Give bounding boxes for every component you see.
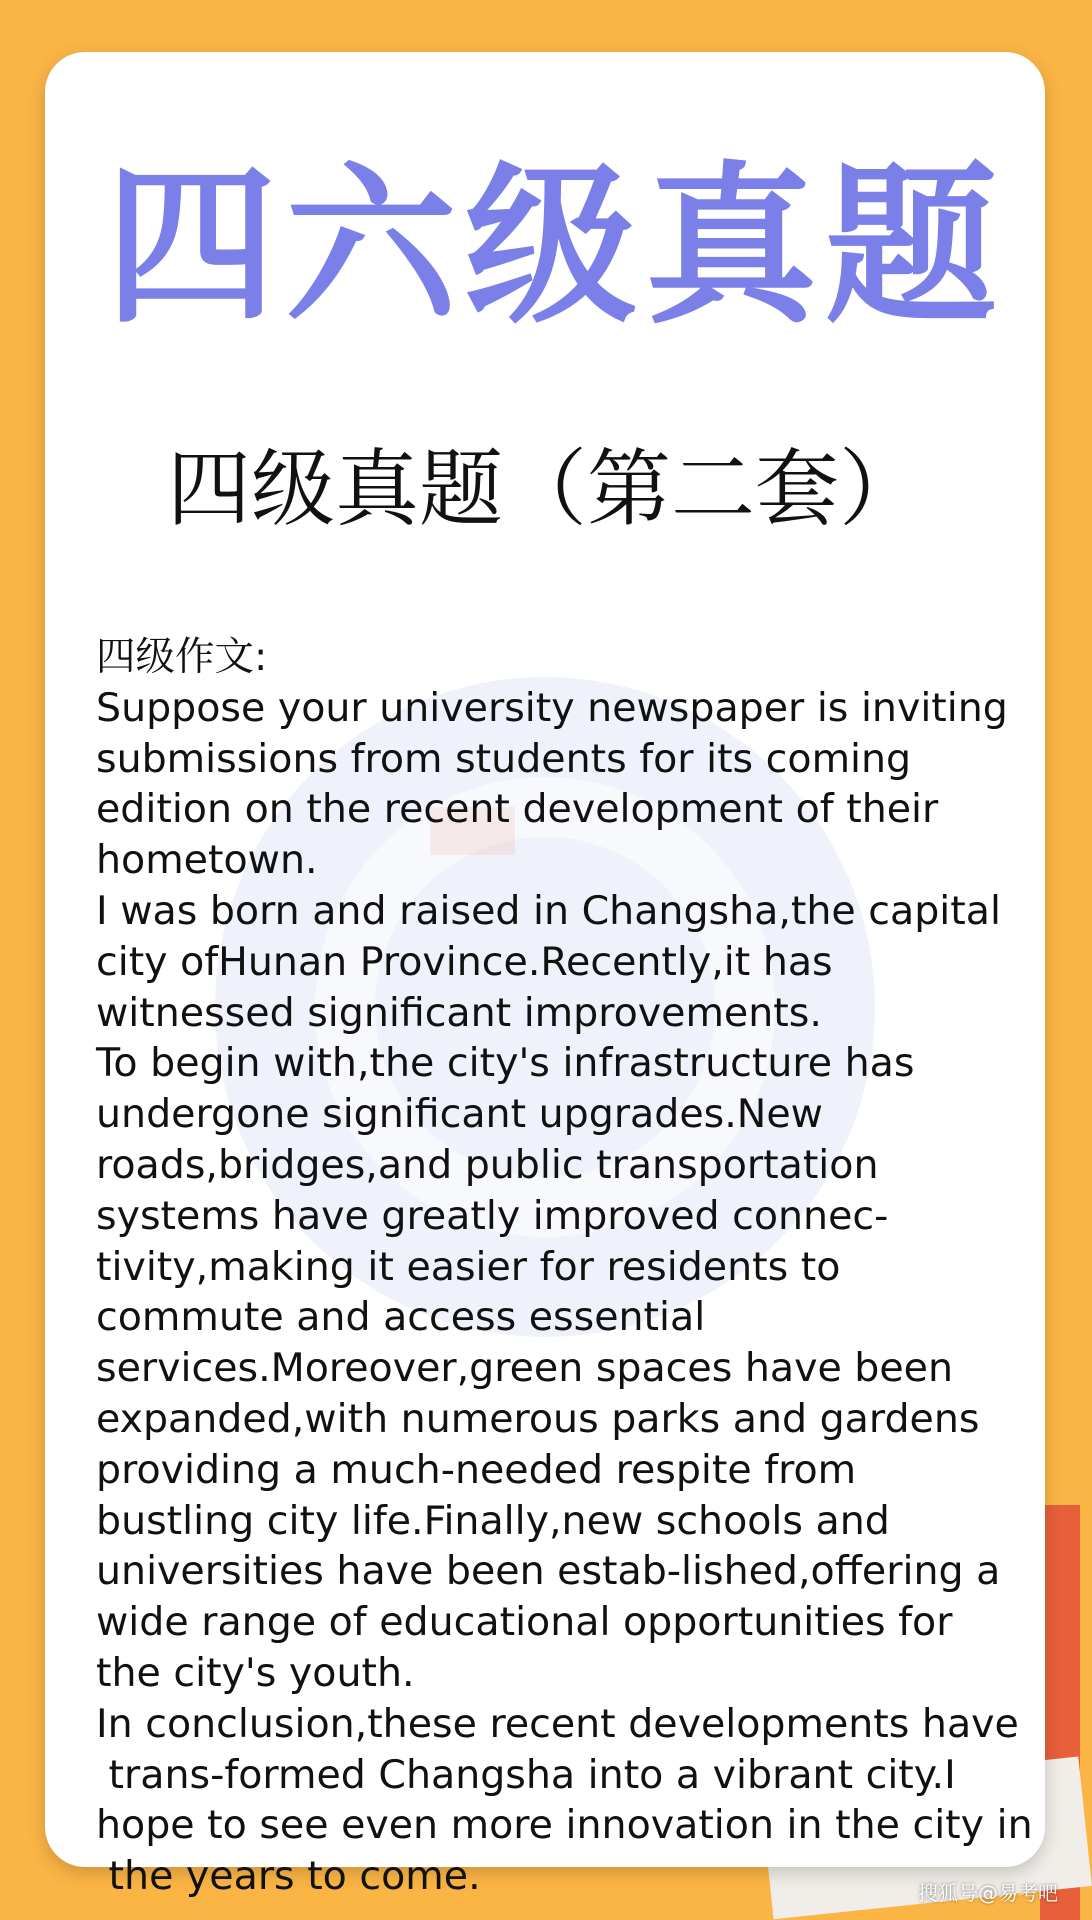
essay-line: edition on the recent development of their xyxy=(96,786,939,833)
essay-line: Suppose your university newspaper is inviting xyxy=(96,684,1008,731)
essay-line: To begin with,the city's infrastructure has xyxy=(96,1040,915,1087)
essay-line: city ofHunan Province.Recently,it has xyxy=(96,938,833,985)
essay-line: hope to see even more innovation in the city in xyxy=(96,1802,1033,1849)
essay-body xyxy=(96,632,1076,1902)
essay-line: submissions from students for its coming xyxy=(96,735,912,782)
banner-title: 四六级真题 xyxy=(105,146,1005,347)
essay-line: In conclusion,these recent developments have xyxy=(96,1700,1019,1747)
essay-line: the city's youth. xyxy=(96,1649,415,1696)
essay-line: expanded,with numerous parks and gardens xyxy=(96,1395,980,1442)
essay-line: undergone significant upgrades.New xyxy=(96,1091,823,1138)
essay-line: universities have been estab-lished,offering a xyxy=(96,1548,1001,1595)
essay-line: providing a much-needed respite from xyxy=(96,1446,857,1493)
source-watermark: 搜狐号@易考吧 xyxy=(918,1881,1058,1905)
page-subtitle: 四级真题（第二套） xyxy=(166,440,923,538)
essay-line: tivity,making it easier for residents to xyxy=(96,1243,841,1290)
essay-line: roads,bridges,and public transportation xyxy=(96,1141,879,1188)
essay-line: commute and access essential xyxy=(96,1294,706,1341)
essay-heading: 四级作文: xyxy=(96,634,268,680)
essay-line: the years to come. xyxy=(96,1853,481,1900)
essay-line: systems have greatly improved connec- xyxy=(96,1192,889,1239)
essay-line: hometown. xyxy=(96,837,318,884)
essay-line: I was born and raised in Changsha,the capital xyxy=(96,887,1001,934)
essay-line: wide range of educational opportunities for xyxy=(96,1599,953,1646)
essay-line: services.Moreover,green spaces have been xyxy=(96,1345,954,1392)
essay-line: witnessed significant improvements. xyxy=(96,989,822,1036)
essay-line: bustling city life.Finally,new schools and xyxy=(96,1497,890,1544)
essay-line: trans-formed Changsha into a vibrant city.I xyxy=(96,1751,956,1798)
